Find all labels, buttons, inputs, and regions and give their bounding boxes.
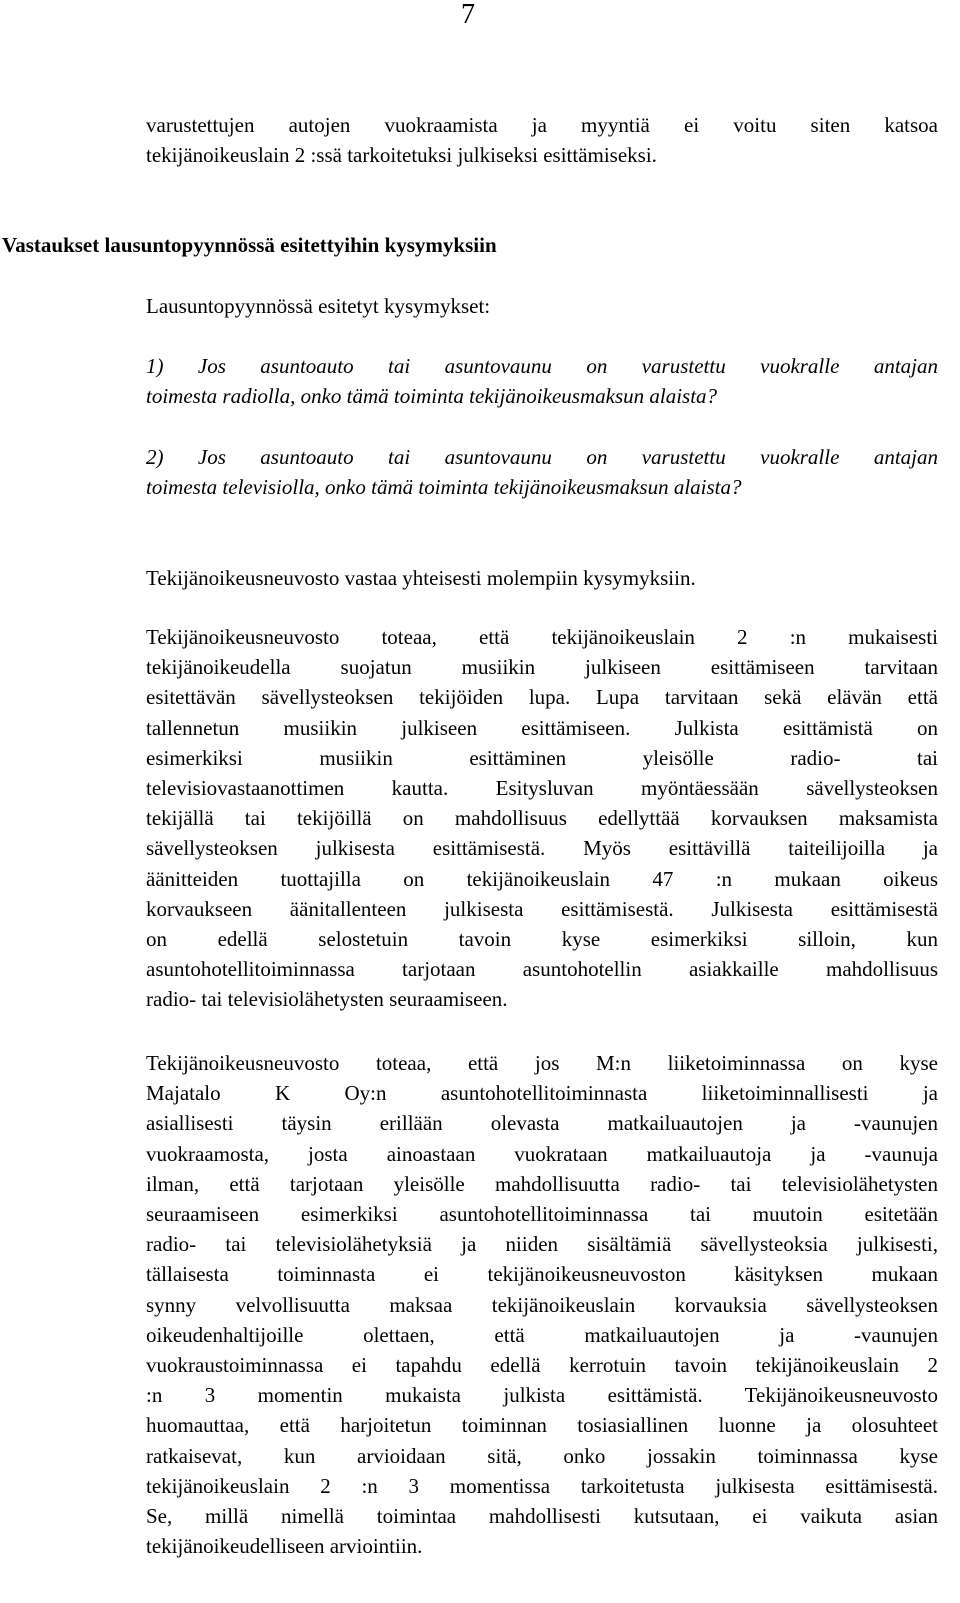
text-line: vuokraamosta, josta ainoastaan vuokrataan matkailuautoja ja -vaunuja xyxy=(146,1141,938,1166)
text-line: Tekijänoikeusneuvosto toteaa, että jos M:n liiketoiminnassa on kyse xyxy=(146,1051,938,1075)
paragraph-1 xyxy=(146,622,938,1015)
text-line: :n 3 momentin mukaista julkista esittämistä. Tekijänoikeusneuvosto xyxy=(146,1383,938,1408)
text-line: tekijänoikeudella suojatun musiikin julkiseen esittämiseen tarvitaan xyxy=(146,655,938,680)
text-line: Lausuntopyynnössä esitetyt kysymykset: xyxy=(146,294,491,318)
text-line: tekijänoikeuslain 2 :ssä tarkoitetuksi julkiseksi esittämiseksi. xyxy=(146,143,657,168)
text-line: Majatalo K Oy:n asuntohotellitoiminnasta liiketoiminnallisesti ja xyxy=(146,1081,938,1106)
text-line: ilman, että tarjotaan yleisölle mahdollisuutta radio- tai televisiolähetysten xyxy=(146,1171,938,1196)
text-line: tekijällä tai tekijöillä on mahdollisuus edellyttää korvauksen maksamista xyxy=(146,806,938,831)
text-line: sävellysteoksen julkisesta esittämisestä. Myös esittävillä taiteilijoilla ja xyxy=(146,836,938,861)
text-line: Se, millä nimellä toimintaa mahdollisesti kutsutaan, ei vaikuta asian xyxy=(146,1504,938,1529)
text-line: on edellä selostetuin tavoin kyse esimerkiksi silloin, kun xyxy=(146,927,938,952)
question-1 xyxy=(146,351,938,411)
text-line: huomauttaa, että harjoitetun toiminnan tosiasiallinen luonne ja olosuhteet xyxy=(146,1413,938,1438)
intro-paragraph xyxy=(146,110,938,170)
text-line: asiallisesti täysin erillään olevasta matkailuautojen ja -vaunujen xyxy=(146,1111,938,1136)
text-line: ratkaisevat, kun arvioidaan sitä, onko jossakin toiminnassa kyse xyxy=(146,1443,938,1468)
text-line: vuokraustoiminnassa ei tapahdu edellä kerrotuin tavoin tekijänoikeuslain 2 xyxy=(146,1353,938,1378)
text-line: radio- tai televisiolähetysten seuraamiseen. xyxy=(146,987,508,1012)
text-line: toimesta radiolla, onko tämä toiminta tekijänoikeusmaksun alaista? xyxy=(146,384,718,409)
question-2 xyxy=(146,442,938,502)
text-line: 1) Jos asuntoauto tai asuntovaunu on varustettu vuokralle antajan xyxy=(146,354,938,378)
text-line: oikeudenhaltijoille olettaen, että matkailuautojen ja -vaunujen xyxy=(146,1322,938,1347)
text-line: asuntohotellitoiminnassa tarjotaan asuntohotellin asiakkaille mahdollisuus xyxy=(146,957,938,982)
text-line: tallennetun musiikin julkiseen esittämiseen. Julkista esittämistä on xyxy=(146,715,938,740)
text-line: tekijänoikeuslain 2 :n 3 momentissa tarkoitetusta julkisesta esittämisestä. xyxy=(146,1473,938,1498)
text-line: esitettävän sävellysteoksen tekijöiden lupa. Lupa tarvitaan sekä elävän että xyxy=(146,685,938,710)
text-line: 2) Jos asuntoauto tai asuntovaunu on varustettu vuokralle antajan xyxy=(146,445,938,469)
text-line: tällaisesta toiminnasta ei tekijänoikeusneuvoston käsityksen mukaan xyxy=(146,1262,938,1287)
answer-intro xyxy=(146,563,938,593)
text-line: Tekijänoikeusneuvosto vastaa yhteisesti molempiin kysymyksiin. xyxy=(146,566,696,590)
text-line: esimerkiksi musiikin esittäminen yleisölle radio- tai xyxy=(146,745,938,770)
text-line: toimesta televisiolla, onko tämä toiminta tekijänoikeusmaksun alaista? xyxy=(146,475,742,500)
paragraph-2 xyxy=(146,1048,938,1561)
text-line: seuraamiseen esimerkiksi asuntohotellitoiminnassa tai muutoin esitetään xyxy=(146,1202,938,1227)
text-line: tekijänoikeudelliseen arviointiin. xyxy=(146,1534,423,1559)
text-line: korvaukseen äänitallenteen julkisesta esittämisestä. Julkisesta esittämisestä xyxy=(146,896,938,921)
page-number: 7 xyxy=(461,0,475,30)
text-line: varustettujen autojen vuokraamista ja myyntiä ei voitu siten katsoa xyxy=(146,113,938,137)
questions-intro xyxy=(146,291,938,321)
text-line: äänitteiden tuottajilla on tekijänoikeuslain 47 :n mukaan oikeus xyxy=(146,866,938,891)
text-line: radio- tai televisiolähetyksiä ja niiden sisältämiä sävellysteoksia julkisesti, xyxy=(146,1232,938,1257)
text-line: synny velvollisuutta maksaa tekijänoikeuslain korvauksia sävellysteoksen xyxy=(146,1292,938,1317)
section-heading: Vastaukset lausuntopyynnössä esitettyihin kysymyksiin xyxy=(2,233,497,257)
text-line: televisiovastaanottimen kautta. Esitysluvan myöntäessään sävellysteoksen xyxy=(146,776,938,801)
text-line: Tekijänoikeusneuvosto toteaa, että tekijänoikeuslain 2 :n mukaisesti xyxy=(146,625,938,649)
